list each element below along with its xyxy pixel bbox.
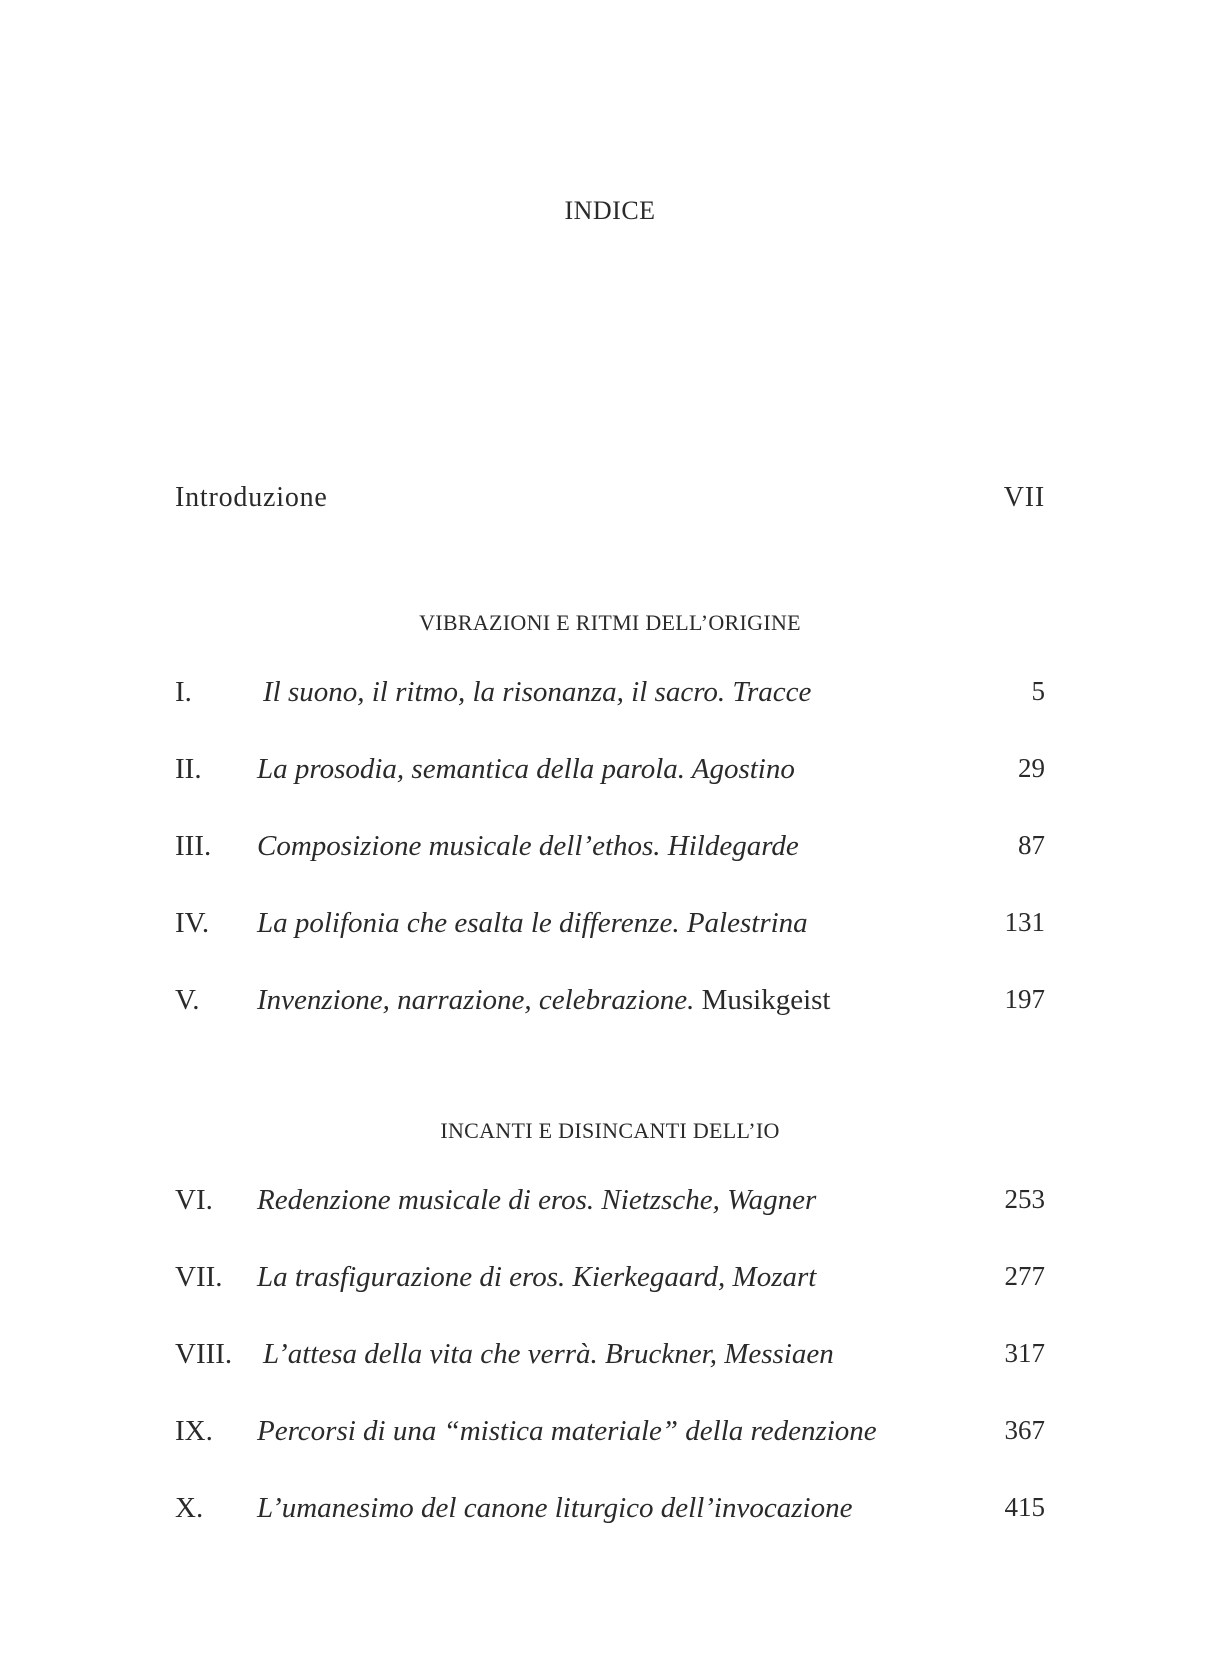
- toc-entry-number: VI.: [175, 1184, 213, 1216]
- toc-entry-title: Introduzione: [175, 482, 328, 513]
- toc-entry-title: [257, 984, 830, 1017]
- toc-entry-title: Percorsi di una “mistica materiale” della redenzione: [257, 1415, 877, 1447]
- toc-entry-number: II.: [175, 753, 202, 785]
- toc-entry-page: 131: [1004, 907, 1045, 937]
- toc-entry[interactable]: [175, 984, 1045, 1028]
- toc-entry-title: La prosodia, semantica della parola. Agostino: [257, 753, 795, 785]
- toc-entry-title: La polifonia che esalta le differenze. Palestrina: [257, 907, 808, 939]
- toc-entry-page: 253: [1004, 1184, 1045, 1214]
- toc-entry-number: IX.: [175, 1415, 213, 1447]
- toc-entry-page: 317: [1004, 1338, 1045, 1368]
- toc-entry[interactable]: [175, 1261, 1045, 1305]
- toc-entry-introduction[interactable]: [175, 482, 1045, 522]
- section-heading: VIBRAZIONI E RITMI DELL’ORIGINE: [419, 610, 801, 635]
- toc-entry-number: IV.: [175, 907, 210, 939]
- toc-entry[interactable]: [175, 830, 1045, 874]
- toc-entry-number: III.: [175, 830, 212, 862]
- toc-entry-title: Il suono, il ritmo, la risonanza, il sacro. Tracce: [263, 676, 812, 708]
- page-title: INDICE: [564, 196, 656, 225]
- toc-entry[interactable]: [175, 1184, 1045, 1228]
- toc-entry[interactable]: [175, 1415, 1045, 1459]
- toc-entry[interactable]: [175, 1338, 1045, 1382]
- toc-entry-page: 87: [1018, 830, 1045, 860]
- toc-entry-number: I.: [175, 676, 192, 708]
- toc-entry[interactable]: [175, 753, 1045, 797]
- toc-entry-title: L’umanesimo del canone liturgico dell’invocazione: [257, 1492, 853, 1524]
- toc-entry-title-italic: Invenzione, narrazione, celebrazione.: [257, 984, 695, 1016]
- toc-entry-page: 367: [1004, 1415, 1045, 1445]
- toc-entry-title-upright: Musikgeist: [701, 984, 831, 1016]
- toc-entry-page: 197: [1004, 984, 1045, 1014]
- toc-entry[interactable]: [175, 676, 1045, 720]
- toc-entry[interactable]: [175, 907, 1045, 951]
- toc-entry-page: 277: [1004, 1261, 1045, 1291]
- toc-entry-number: V.: [175, 984, 200, 1016]
- toc-entry-title: Redenzione musicale di eros. Nietzsche, Wagner: [257, 1184, 817, 1216]
- toc-entry-page: 5: [1031, 676, 1045, 706]
- toc-entry-page: 415: [1004, 1492, 1045, 1522]
- toc-entry-title: L’attesa della vita che verrà. Bruckner, Messiaen: [263, 1338, 834, 1370]
- toc-entry-page: VII: [1003, 482, 1045, 513]
- toc-entry-page: 29: [1018, 753, 1045, 783]
- toc-entry-title: Composizione musicale dell’ethos. Hildegarde: [257, 830, 799, 862]
- toc-entry-title: La trasfigurazione di eros. Kierkegaard, Mozart: [257, 1261, 817, 1293]
- toc-entry-number: X.: [175, 1492, 204, 1524]
- toc-entry-number: VIII.: [175, 1338, 233, 1370]
- toc-entry[interactable]: [175, 1492, 1045, 1536]
- toc-entry-number: VII.: [175, 1261, 223, 1293]
- section-heading: INCANTI E DISINCANTI DELL’IO: [440, 1118, 780, 1143]
